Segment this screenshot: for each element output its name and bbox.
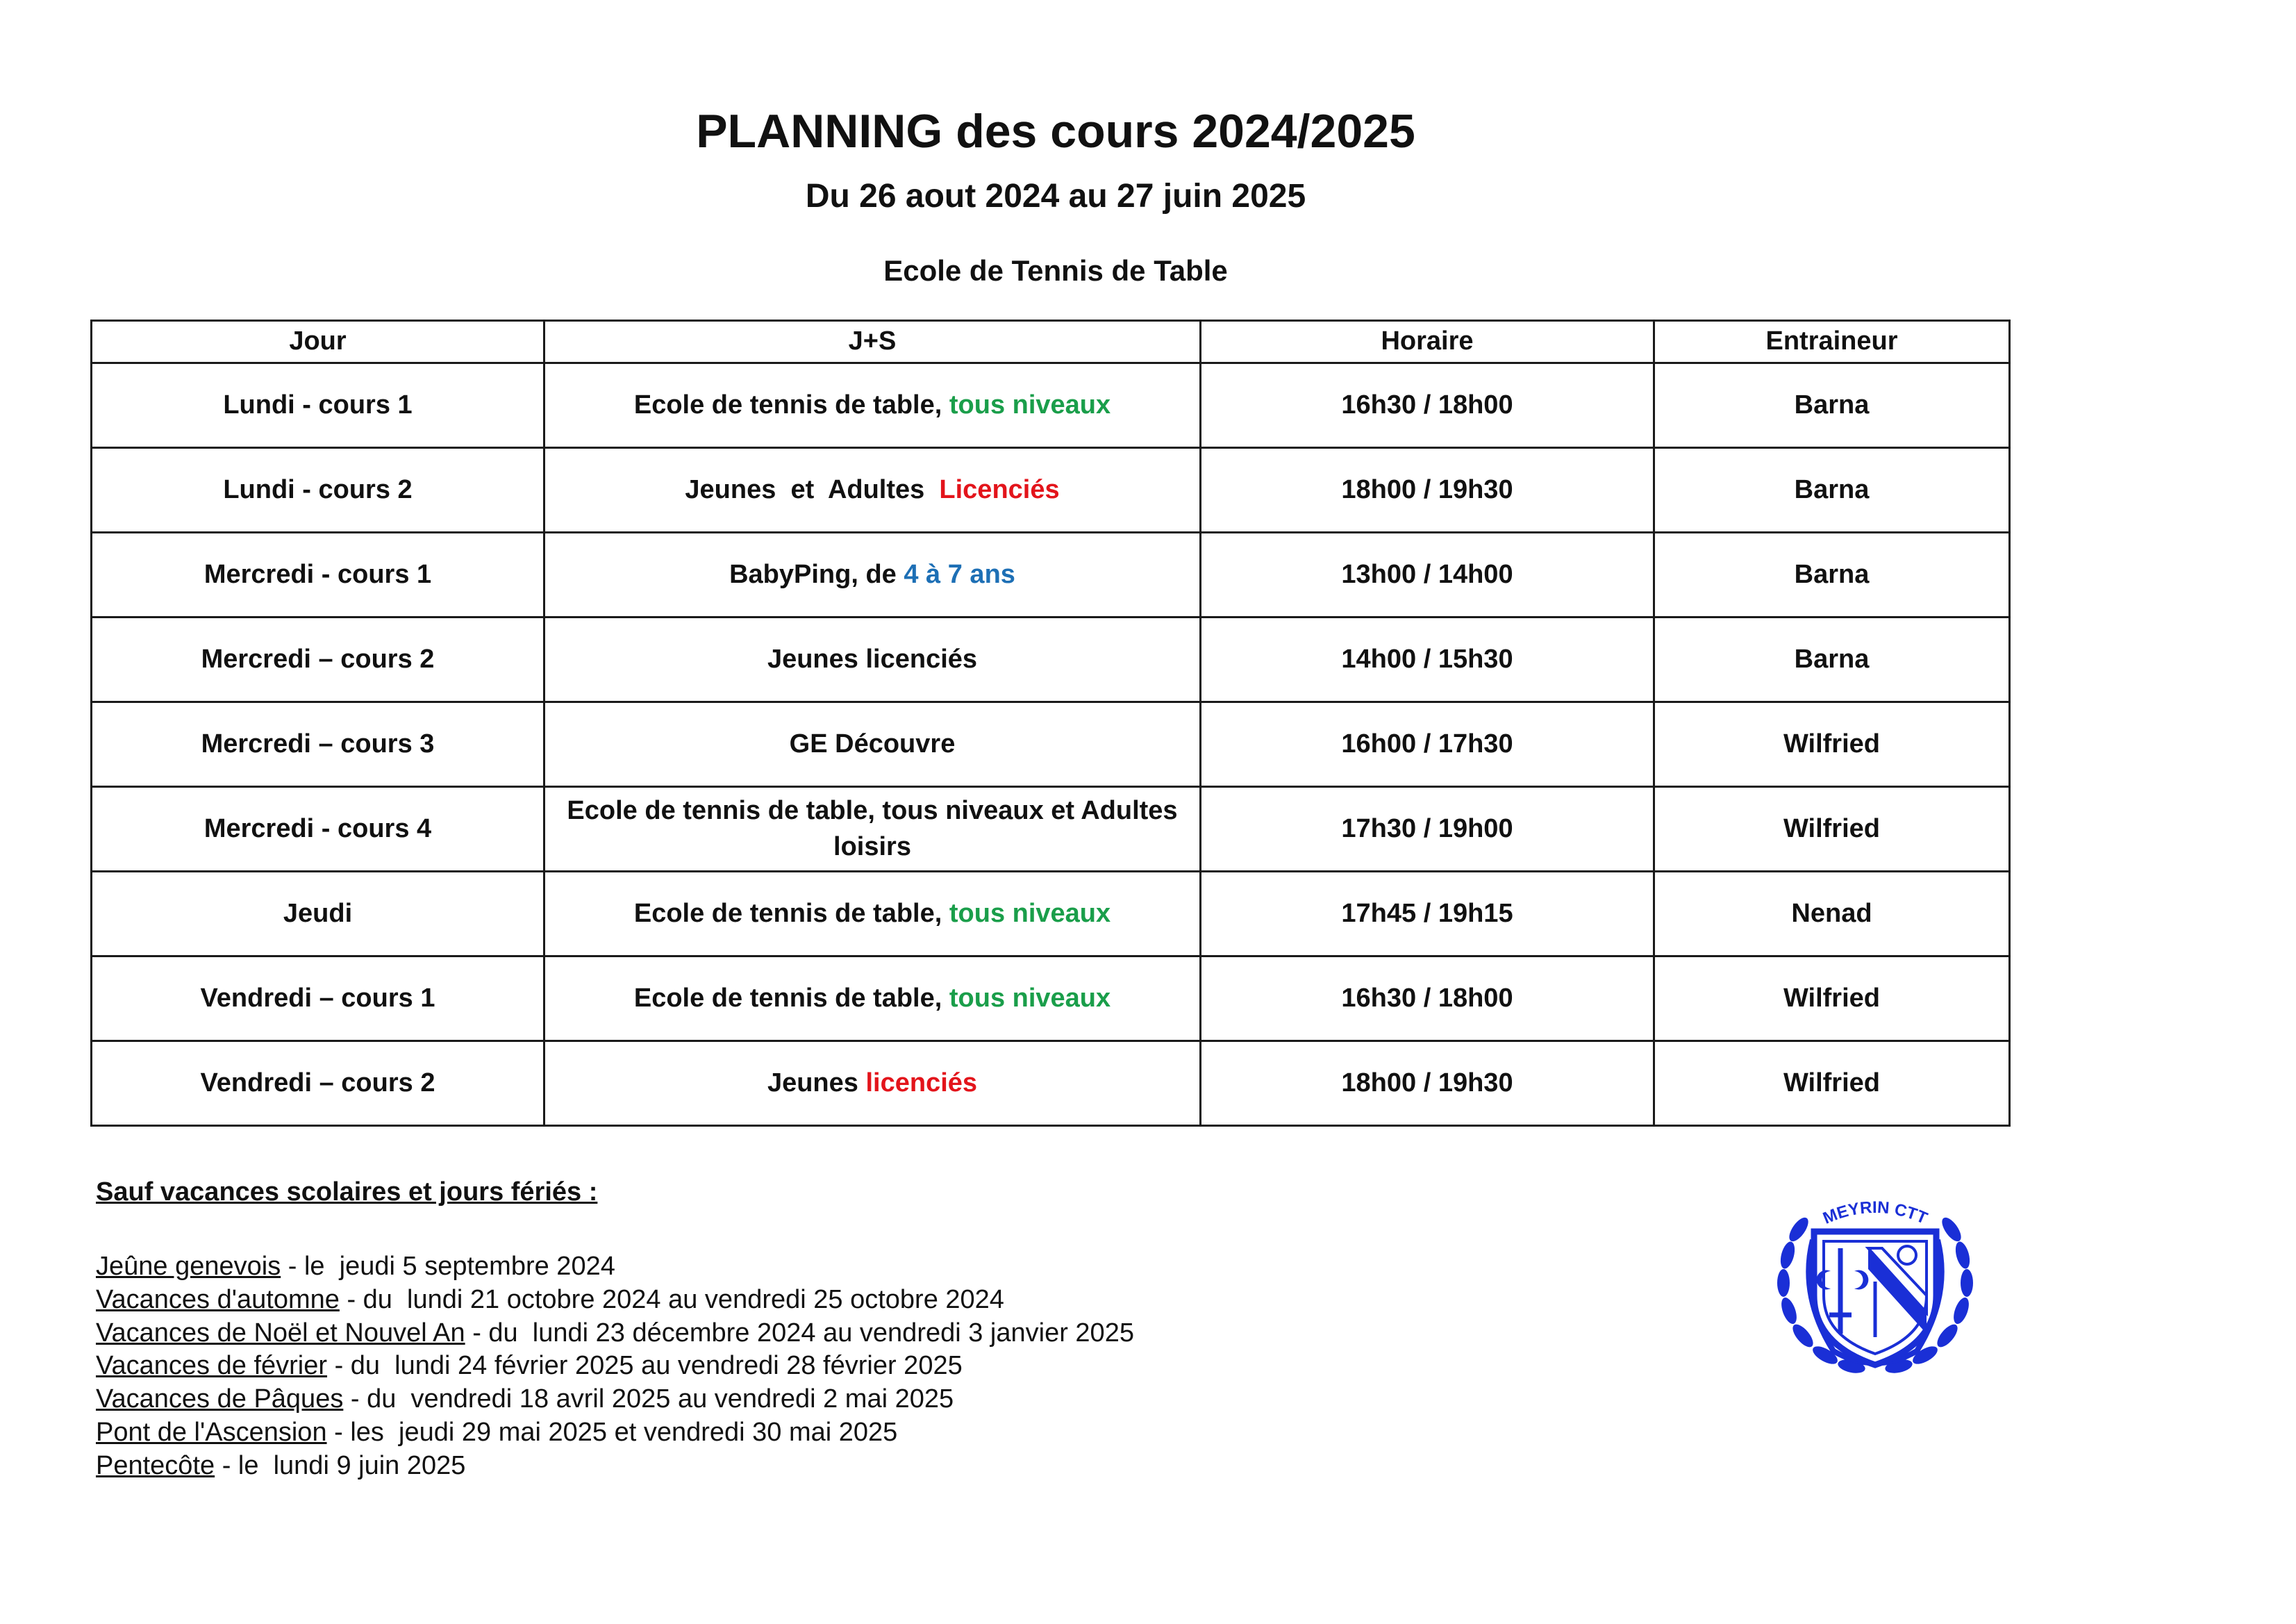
js-highlight: tous niveaux (949, 983, 1111, 1013)
js-text: Jeunes (767, 1068, 866, 1097)
cell-entraineur: Barna (1654, 448, 2010, 533)
cell-horaire: 17h45 / 19h15 (1201, 872, 1654, 956)
cell-horaire: 16h30 / 18h00 (1201, 363, 1654, 448)
table-row (92, 533, 2010, 618)
cell-jour: Vendredi – cours 2 (92, 1041, 544, 1126)
cell-horaire: 17h30 / 19h00 (1201, 787, 1654, 872)
meyrin-ctt-crest-icon (1771, 1191, 1979, 1382)
date-range: Du 26 aout 2024 au 27 juin 2025 (805, 178, 1306, 215)
holiday-name: Jeûne genevois (96, 1252, 281, 1281)
js-highlight: tous niveaux (949, 390, 1111, 420)
table-row (92, 618, 2010, 702)
table-row (92, 956, 2010, 1041)
list-item (96, 1250, 1134, 1284)
js-highlight: licenciés (865, 1068, 978, 1097)
table-row (92, 448, 2010, 533)
holiday-detail: - du lundi 24 février 2025 au vendredi 28 février 2025 (327, 1351, 963, 1381)
cell-entraineur: Nenad (1654, 872, 2010, 956)
cell-js (544, 533, 1201, 618)
cell-entraineur: Barna (1654, 618, 2010, 702)
cell-jour: Mercredi – cours 2 (92, 618, 544, 702)
holiday-name: Pentecôte (96, 1450, 215, 1480)
header-jour: Jour (92, 321, 544, 363)
js-highlight: Licenciés (939, 474, 1060, 504)
holiday-name: Vacances de février (96, 1351, 328, 1381)
list-item (96, 1383, 1134, 1416)
holiday-name: Vacances de Noël et Nouvel An (96, 1318, 465, 1348)
cell-entraineur: Barna (1654, 363, 2010, 448)
js-text: Ecole de tennis de table, (633, 898, 949, 928)
cell-jour: Vendredi – cours 1 (92, 956, 544, 1041)
holidays-title: Sauf vacances scolaires et jours fériés : (96, 1177, 598, 1207)
cell-jour: Mercredi – cours 3 (92, 702, 544, 787)
js-text: Ecole de tennis de table, (633, 390, 949, 420)
cell-js (544, 872, 1201, 956)
cell-jour: Jeudi (92, 872, 544, 956)
holiday-detail: - du vendredi 18 avril 2025 au vendredi 2 mai 2025 (343, 1384, 954, 1414)
section-title: Ecole de Tennis de Table (883, 254, 1228, 287)
js-text: BabyPing, de (729, 559, 904, 589)
table-row (92, 787, 2010, 872)
cell-js (544, 956, 1201, 1041)
cell-jour: Mercredi - cours 1 (92, 533, 544, 618)
holiday-detail: - les jeudi 29 mai 2025 et vendredi 30 mai 2025 (326, 1417, 898, 1447)
holiday-name: Vacances de Pâques (96, 1384, 344, 1414)
js-text: Ecole de tennis de table, (633, 983, 949, 1013)
header-horaire: Horaire (1201, 321, 1654, 363)
cell-js (544, 363, 1201, 448)
cell-entraineur: Wilfried (1654, 1041, 2010, 1126)
cell-js (544, 702, 1201, 787)
table-row (92, 702, 2010, 787)
holiday-detail: - du lundi 23 décembre 2024 au vendredi 3 janvier 2025 (465, 1318, 1134, 1348)
cell-entraineur: Wilfried (1654, 956, 2010, 1041)
holiday-detail: - le jeudi 5 septembre 2024 (281, 1252, 615, 1281)
holiday-name: Pont de l'Ascension (96, 1417, 327, 1447)
list-item (96, 1317, 1134, 1350)
table-row (92, 872, 2010, 956)
planning-table (90, 320, 2011, 1127)
cell-horaire: 18h00 / 19h30 (1201, 1041, 1654, 1126)
js-highlight: 4 à 7 ans (904, 559, 1015, 589)
cell-horaire: 13h00 / 14h00 (1201, 533, 1654, 618)
cell-js (544, 787, 1201, 872)
table-row (92, 1041, 2010, 1126)
list-item (96, 1350, 1134, 1383)
header-entraineur: Entraineur (1654, 321, 2010, 363)
cell-horaire: 16h30 / 18h00 (1201, 956, 1654, 1041)
js-text: GE Découvre (789, 729, 956, 759)
table-row (92, 363, 2010, 448)
cell-jour: Lundi - cours 2 (92, 448, 544, 533)
js-highlight: tous niveaux (949, 898, 1111, 928)
holiday-detail: - le lundi 9 juin 2025 (215, 1450, 466, 1480)
cell-js (544, 1041, 1201, 1126)
cell-entraineur: Wilfried (1654, 702, 2010, 787)
holiday-name: Vacances d'automne (96, 1284, 340, 1314)
cell-horaire: 18h00 / 19h30 (1201, 448, 1654, 533)
page-title: PLANNING des cours 2024/2025 (696, 105, 1415, 158)
holiday-detail: - du lundi 21 octobre 2024 au vendredi 25 octobre 2024 (339, 1284, 1004, 1314)
cell-js (544, 618, 1201, 702)
logo-text: MEYRIN CTT (1820, 1198, 1931, 1228)
list-item (96, 1284, 1134, 1317)
cell-jour: Mercredi - cours 4 (92, 787, 544, 872)
cell-horaire: 14h00 / 15h30 (1201, 618, 1654, 702)
js-text: Ecole de tennis de table, tous niveaux et Adultes loisirs (567, 796, 1178, 861)
table-header-row (92, 321, 2010, 363)
js-text: Jeunes licenciés (767, 644, 978, 674)
list-item (96, 1416, 1134, 1450)
cell-entraineur: Wilfried (1654, 787, 2010, 872)
holiday-list (96, 1250, 1134, 1483)
cell-entraineur: Barna (1654, 533, 2010, 618)
list-item (96, 1450, 1134, 1483)
js-text: Jeunes et Adultes (685, 474, 940, 504)
cell-horaire: 16h00 / 17h30 (1201, 702, 1654, 787)
header-js: J+S (544, 321, 1201, 363)
cell-js (544, 448, 1201, 533)
cell-jour: Lundi - cours 1 (92, 363, 544, 448)
